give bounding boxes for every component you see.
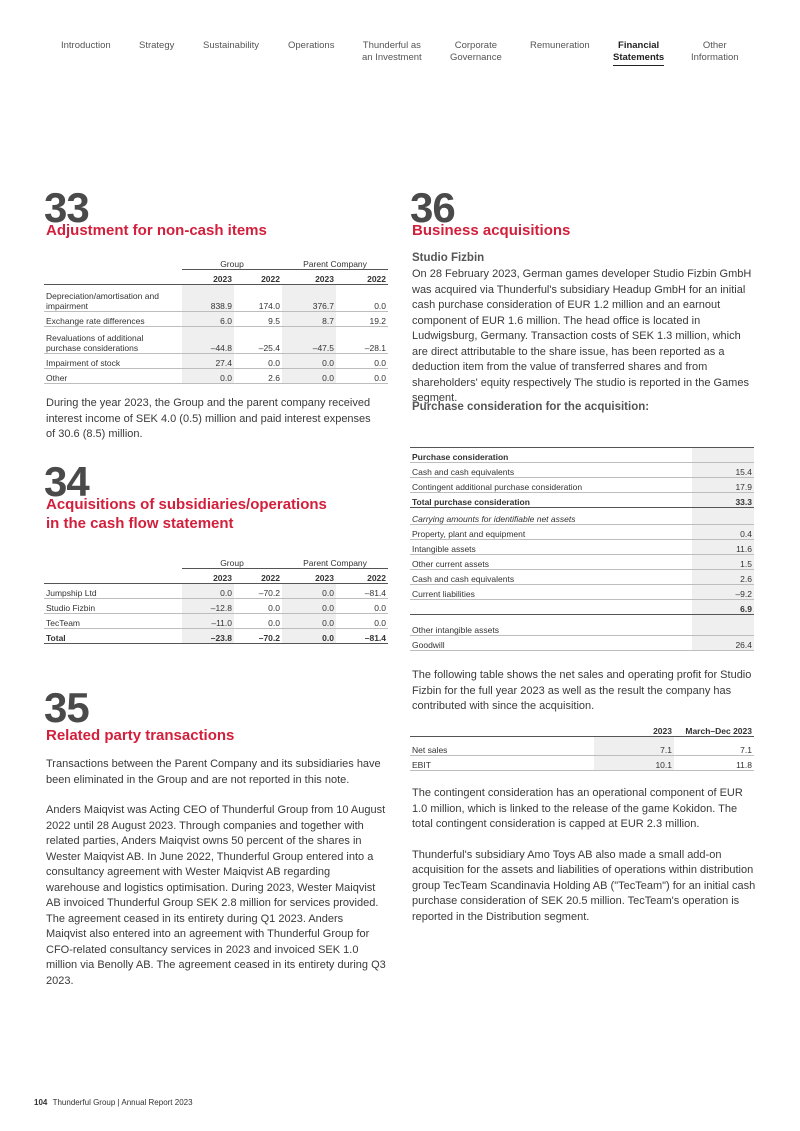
table-row: Other current assets 1.5	[410, 555, 754, 570]
nav-remuneration[interactable]: Remuneration	[530, 40, 590, 51]
table-row: EBIT 10.1 11.8	[410, 756, 754, 771]
footer-text: Thunderful Group | Annual Report 2023	[52, 1098, 193, 1107]
nav-operations[interactable]: Operations	[288, 40, 335, 51]
year-header: 2022	[336, 569, 388, 584]
table-row: Property, plant and equipment 0.4	[410, 525, 754, 540]
year-header: 2023	[182, 270, 234, 285]
purchase-consideration-heading: Purchase consideration for the acquisition:	[412, 401, 650, 413]
table-row: Contingent additional purchase consideration 17.9	[410, 478, 754, 493]
year-header: 2023	[182, 569, 234, 584]
nav-thunderful-as-an-investment[interactable]: Thunderful as an Investment	[362, 40, 422, 63]
table-subtotal-row: 6.9	[410, 600, 754, 615]
top-navigation	[46, 40, 766, 70]
year-header: 2023	[282, 270, 336, 285]
year-header: 2023	[594, 722, 674, 737]
studio-fizbin-paragraph: On 28 February 2023, German games developer Studio Fizbin GmbH was acquired via Thunderful's subsidiary Headup GmbH for an initial cash purchase consideration of EUR 1.2 million and an earnout component of EUR 1.6 million. The head office is located in Ludwigsburg, Germany. Transaction costs of SEK 1.3 million, which are direct attributable to the share issue, has been reported as a deduction item from the value of transferred shares and from shareholders' equity respectively The studio is reported in the Games segment.	[412, 268, 752, 404]
nav-sustainability[interactable]: Sustainability	[203, 40, 259, 51]
table-row: Net sales 7.1 7.1	[410, 737, 754, 756]
group-header: Group	[182, 255, 282, 270]
table-total-row: Total –23.8 –70.2 0.0 –81.4	[44, 629, 388, 644]
parent-company-header: Parent Company	[282, 255, 388, 270]
section-33-number: 33	[44, 184, 89, 231]
nav-introduction[interactable]: Introduction	[61, 40, 111, 51]
table-row: TecTeam –11.0 0.0 0.0 0.0	[44, 614, 388, 629]
section-35-number: 35	[44, 684, 89, 731]
net-sales-intro-paragraph: The following table shows the net sales and operating profit for Studio Fizbin for the full year 2023 as well as the result the company has contributed with since the acquisition.	[412, 669, 752, 712]
year-header: 2022	[234, 270, 282, 285]
period-header: March–Dec 2023	[674, 722, 754, 737]
table-row: Current liabilities –9.2	[410, 585, 754, 600]
related-party-text: Transactions between the Parent Company and its subsidiaries have been eliminated in the Group and are not reported in this note. Anders Maiqvist was Acting CEO of Thunderful Group from 10 August 2022 until 28 August 2023. Through companies and together with related parties, Anders Maiqvist owns 50 percent of the shares in Wester Maiqvist AB. In June 2022, Thunderful Group entered into a consultancy agreement with Wester Maiqvist AB regarding warehouse and logistics optimisation. During 2023, Wester Maiqvist AB invoiced Thunderful Group SEK 2.8 million for services provided. The agreement ceased in its entirety during Q1 2023. Anders Maiqvist also entered into an agreement with Thunderful Group for CFO-related consultancy services in 2023 and invoiced SEK 1.0 million via Benolly AB. The agreement ceased in its entirety during Q3 2023.	[46, 758, 386, 987]
table-row: Cash and cash equivalents 2.6	[410, 570, 754, 585]
table-row: Carrying amounts for identifiable net assets	[410, 508, 754, 525]
section-34-title: Acquisitions of subsidiaries/operations in the cash flow statement	[46, 496, 327, 532]
interest-paragraph: During the year 2023, the Group and the parent company received interest income of SEK 4.0 (0.5) million and paid interest expenses of 30.6 (8.5) million.	[46, 397, 371, 440]
acquisitions-cashflow-table	[44, 554, 388, 644]
non-cash-items-table	[44, 255, 388, 384]
table-row: Revaluations of additional purchase considerations –44.8 –25.4 –47.5 –28.1	[44, 327, 388, 354]
section-34-number: 34	[44, 458, 89, 505]
studio-fizbin-heading: Studio Fizbin	[412, 252, 485, 264]
table-row: Other intangible assets	[410, 615, 754, 636]
table-total-row: Total purchase consideration 33.3	[410, 493, 754, 508]
purchase-consideration-table	[410, 447, 754, 651]
section-35-title: Related party transactions	[46, 727, 235, 744]
table-row: Purchase consideration	[410, 448, 754, 463]
page-footer	[34, 1098, 193, 1107]
contingent-consideration-text: The contingent consideration has an operational component of EUR 1.0 million, which is linked to the release of the game Kokidon. The total contingent consideration is capped at EUR 2.3 million. Thunderful's subsidiary Amo Toys AB also made a small add-on acquisition for the assets and liabilities of operations within distribution group TecTeam Scandinavia Holding AB ("TecTeam") for an initial cash purchase consideration of SEK 20.5 million. TecTeam's operation is reported in the Distribution segment.	[412, 787, 756, 923]
table-row: Intangible assets 11.6	[410, 540, 754, 555]
group-header: Group	[182, 554, 282, 569]
table-row: Depreciation/amortisation and impairment 838.9 174.0 376.7 0.0	[44, 285, 388, 312]
net-sales-table	[410, 722, 754, 771]
section-36-title: Business acquisitions	[412, 222, 571, 239]
table-row: Impairment of stock 27.4 0.0 0.0 0.0	[44, 354, 388, 369]
nav-strategy[interactable]: Strategy	[139, 40, 175, 51]
nav-other-information[interactable]: Other Information	[691, 40, 739, 63]
year-header: 2022	[234, 569, 282, 584]
nav-corporate-governance[interactable]: Corporate Governance	[450, 40, 502, 63]
table-row: Other 0.0 2.6 0.0 0.0	[44, 369, 388, 384]
table-row: Studio Fizbin –12.8 0.0 0.0 0.0	[44, 599, 388, 614]
table-row: Jumpship Ltd 0.0 –70.2 0.0 –81.4	[44, 584, 388, 599]
parent-company-header: Parent Company	[282, 554, 388, 569]
nav-financial-statements[interactable]: Financial Statements	[613, 40, 664, 66]
section-33-title: Adjustment for non-cash items	[46, 222, 267, 239]
table-row: Cash and cash equivalents 15.4	[410, 463, 754, 478]
section-36-number: 36	[410, 184, 455, 231]
year-header: 2022	[336, 270, 388, 285]
year-header: 2023	[282, 569, 336, 584]
page-number: 104	[34, 1098, 48, 1107]
table-row: Goodwill 26.4	[410, 636, 754, 651]
table-row: Exchange rate differences 6.0 9.5 8.7 19.2	[44, 312, 388, 327]
